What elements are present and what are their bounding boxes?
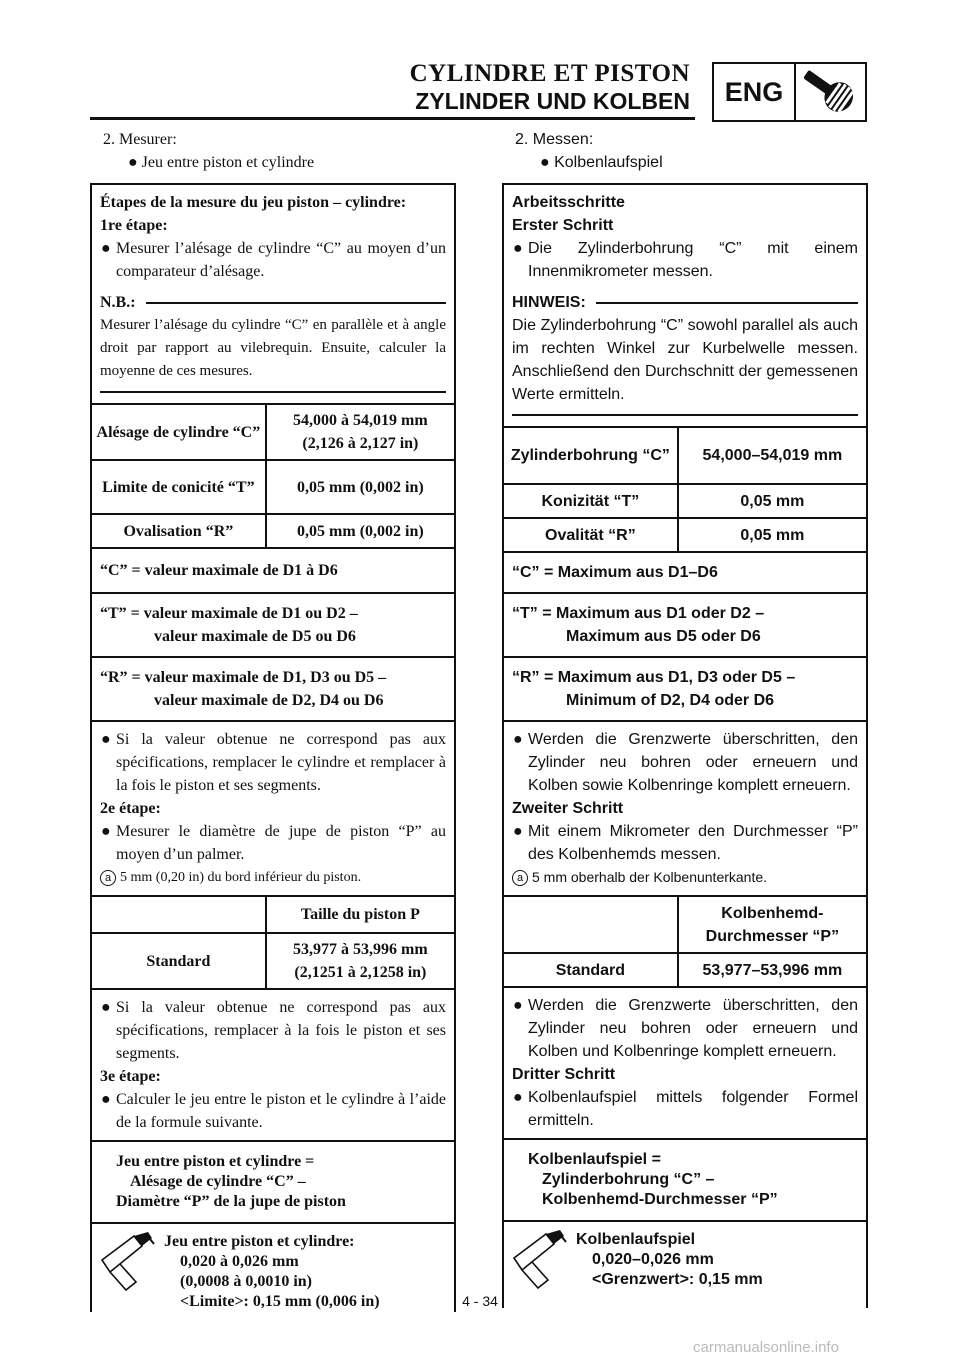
step1-label-fr: 1re étape: <box>100 217 168 234</box>
table-row: Taille du piston P <box>92 897 454 933</box>
replace-bullet2-de: ● Werden die Grenzwerte überschritten, den Zylinder neu bohren oder erneuern und Kolben und Kolbenringe komplett erneuern. <box>513 997 858 1060</box>
table-row: Ovalität “R” 0,05 mm <box>504 518 866 552</box>
table-row: Alésage de cylindre “C” 54,000 à 54,019 mm (2,126 à 2,127 in) <box>92 405 454 460</box>
table-row: Limite de conicité “T” 0,05 mm (0,002 in) <box>92 460 454 514</box>
step-item-de: ● Kolbenlaufspiel <box>540 154 663 171</box>
formula-t-de: “T” = Maximum aus D1 oder D2 – Maximum aus D5 oder D6 <box>504 594 866 658</box>
section-title-fr: CYLINDRE ET PISTON <box>409 60 690 87</box>
replace-bullet-de: ● Werden die Grenzwerte überschritten, den Zylinder neu bohren oder erneuern und Kolben sowie Kolbenringe komplett erneuern. <box>513 731 858 794</box>
piston-table-de <box>504 897 866 988</box>
table-row: Kolbenhemd-Durchmesser “P” <box>504 897 866 953</box>
formula-r-de: “R” = Maximum aus D1, D3 oder D5 – Minimum of D2, D4 oder D6 <box>504 658 866 722</box>
step2-label-fr: 2e étape: <box>100 800 161 817</box>
table-row: Standard 53,977 à 53,996 mm (2,1251 à 2,1258 in) <box>92 933 454 989</box>
bullet-icon: ● <box>128 154 142 171</box>
formula-r-fr: “R” = valeur maximale de D1, D3 ou D5 – valeur maximale de D2, D4 ou D6 <box>92 658 454 722</box>
box-title-fr: Étapes de la mesure du jeu piston – cylindre: <box>100 194 407 211</box>
step2-bullet-de: ● Mit einem Mikrometer den Durchmesser “P” des Kolbenhemds messen. <box>513 823 858 863</box>
eng-badge-label: ENG <box>714 64 796 120</box>
page-number: 4 - 34 <box>462 1293 498 1309</box>
wrench-icon <box>796 66 864 118</box>
eng-badge <box>712 62 867 122</box>
table-row: Zylinderbohrung “C” 54,000–54,019 mm <box>504 428 866 484</box>
note-a-fr: a 5 mm (0,20 in) du bord inférieur du piston. <box>100 866 446 889</box>
header-rule <box>90 117 695 120</box>
box-title-de: Arbeitsschritte <box>512 194 625 211</box>
column-rule <box>502 1280 504 1308</box>
clearance-formula-fr: Jeu entre piston et cylindre = Alésage de cylindre “C” – Diamètre “P” de la jupe de piston <box>92 1142 454 1224</box>
step2-bullet-fr: ● Mesurer le diamètre de jupe de piston “P” au moyen d’un palmer. <box>101 823 446 863</box>
step2-label-de: Zweiter Schritt <box>512 800 624 817</box>
bullet-icon: ● <box>540 154 555 171</box>
spec-table-de <box>504 428 866 553</box>
step1-bullet-fr: ● Mesurer l’alésage de cylindre “C” au moyen d’un comparateur d’alésage. <box>101 240 446 280</box>
clearance-spec-fr: Jeu entre piston et cylindre: 0,020 à 0,026 mm (0,0008 à 0,0010 in) <Limite>: 0,15 mm (0,006 in) <box>92 1224 454 1312</box>
step3-bullet-de: ● Kolbenlaufspiel mittels folgender Formel ermitteln. <box>513 1089 858 1129</box>
step-item-fr: ● Jeu entre piston et cylindre <box>128 154 315 171</box>
step3-label-fr: 3e étape: <box>100 1068 161 1085</box>
piston-table-fr <box>92 897 454 990</box>
column-fr <box>90 183 456 1312</box>
spec-table-fr <box>92 405 454 549</box>
micrometer-icon <box>98 1232 156 1294</box>
micrometer-icon <box>510 1230 568 1292</box>
clearance-spec-de: Kolbenlaufspiel 0,020–0,026 mm <Grenzwert>: 0,15 mm <box>504 1222 866 1292</box>
step1-bullet-de: ● Die Zylinderbohrung “C” mit einem Innenmikrometer messen. <box>513 240 858 280</box>
step-heading-fr: 2. Mesurer: <box>103 131 177 148</box>
nb-text-fr: Mesurer l’alésage du cylindre “C” en parallèle et à angle droit par rapport au vilebrequin. Ensuite, calculer la moyenne de ces mesures. <box>100 317 446 379</box>
note-a-de: a 5 mm oberhalb der Kolbenunterkante. <box>512 866 858 889</box>
section-title-de: ZYLINDER UND KOLBEN <box>415 88 690 114</box>
step-heading-de: 2. Messen: <box>515 131 594 148</box>
replace-bullet2-fr: ● Si la valeur obtenue ne correspond pas aux spécifications, remplacer à la fois le piston et ses segments. <box>101 999 446 1062</box>
watermark: carmanualsonline.info <box>693 1339 839 1356</box>
nb-text-de: Die Zylinderbohrung “C” sowohl parallel als auch im rechten Winkel zur Kurbelwelle messen. Anschließend den Durchschnitt der gemessenen Werte ermitteln. <box>512 317 858 403</box>
column-rule <box>90 1280 92 1308</box>
clearance-formula-de: Kolbenlaufspiel = Zylinderbohrung “C” – Kolbenhemd-Durchmesser “P” <box>504 1140 866 1222</box>
formula-t-fr: “T” = valeur maximale de D1 ou D2 – valeur maximale de D5 ou D6 <box>92 594 454 658</box>
table-row: Standard 53,977–53,996 mm <box>504 953 866 987</box>
column-rule <box>454 1280 456 1308</box>
table-row: Konizität “T” 0,05 mm <box>504 484 866 518</box>
formula-c-de: “C” = Maximum aus D1–D6 <box>504 553 866 594</box>
column-rule <box>866 1280 868 1308</box>
column-de <box>502 183 868 1292</box>
step3-bullet-fr: ● Calculer le jeu entre le piston et le cylindre à l’aide de la formule suivante. <box>101 1091 446 1131</box>
table-row: Ovalisation “R” 0,05 mm (0,002 in) <box>92 514 454 548</box>
replace-bullet-fr: ● Si la valeur obtenue ne correspond pas aux spécifications, remplacer le cylindre et remplacer à la fois le piston et ses segments. <box>101 731 446 794</box>
nb-label-de: HINWEIS: <box>512 294 586 311</box>
step1-label-de: Erster Schritt <box>512 217 614 234</box>
step3-label-de: Dritter Schritt <box>512 1066 616 1083</box>
formula-c-fr: “C” = valeur maximale de D1 à D6 <box>92 549 454 594</box>
nb-label-fr: N.B.: <box>100 294 136 311</box>
